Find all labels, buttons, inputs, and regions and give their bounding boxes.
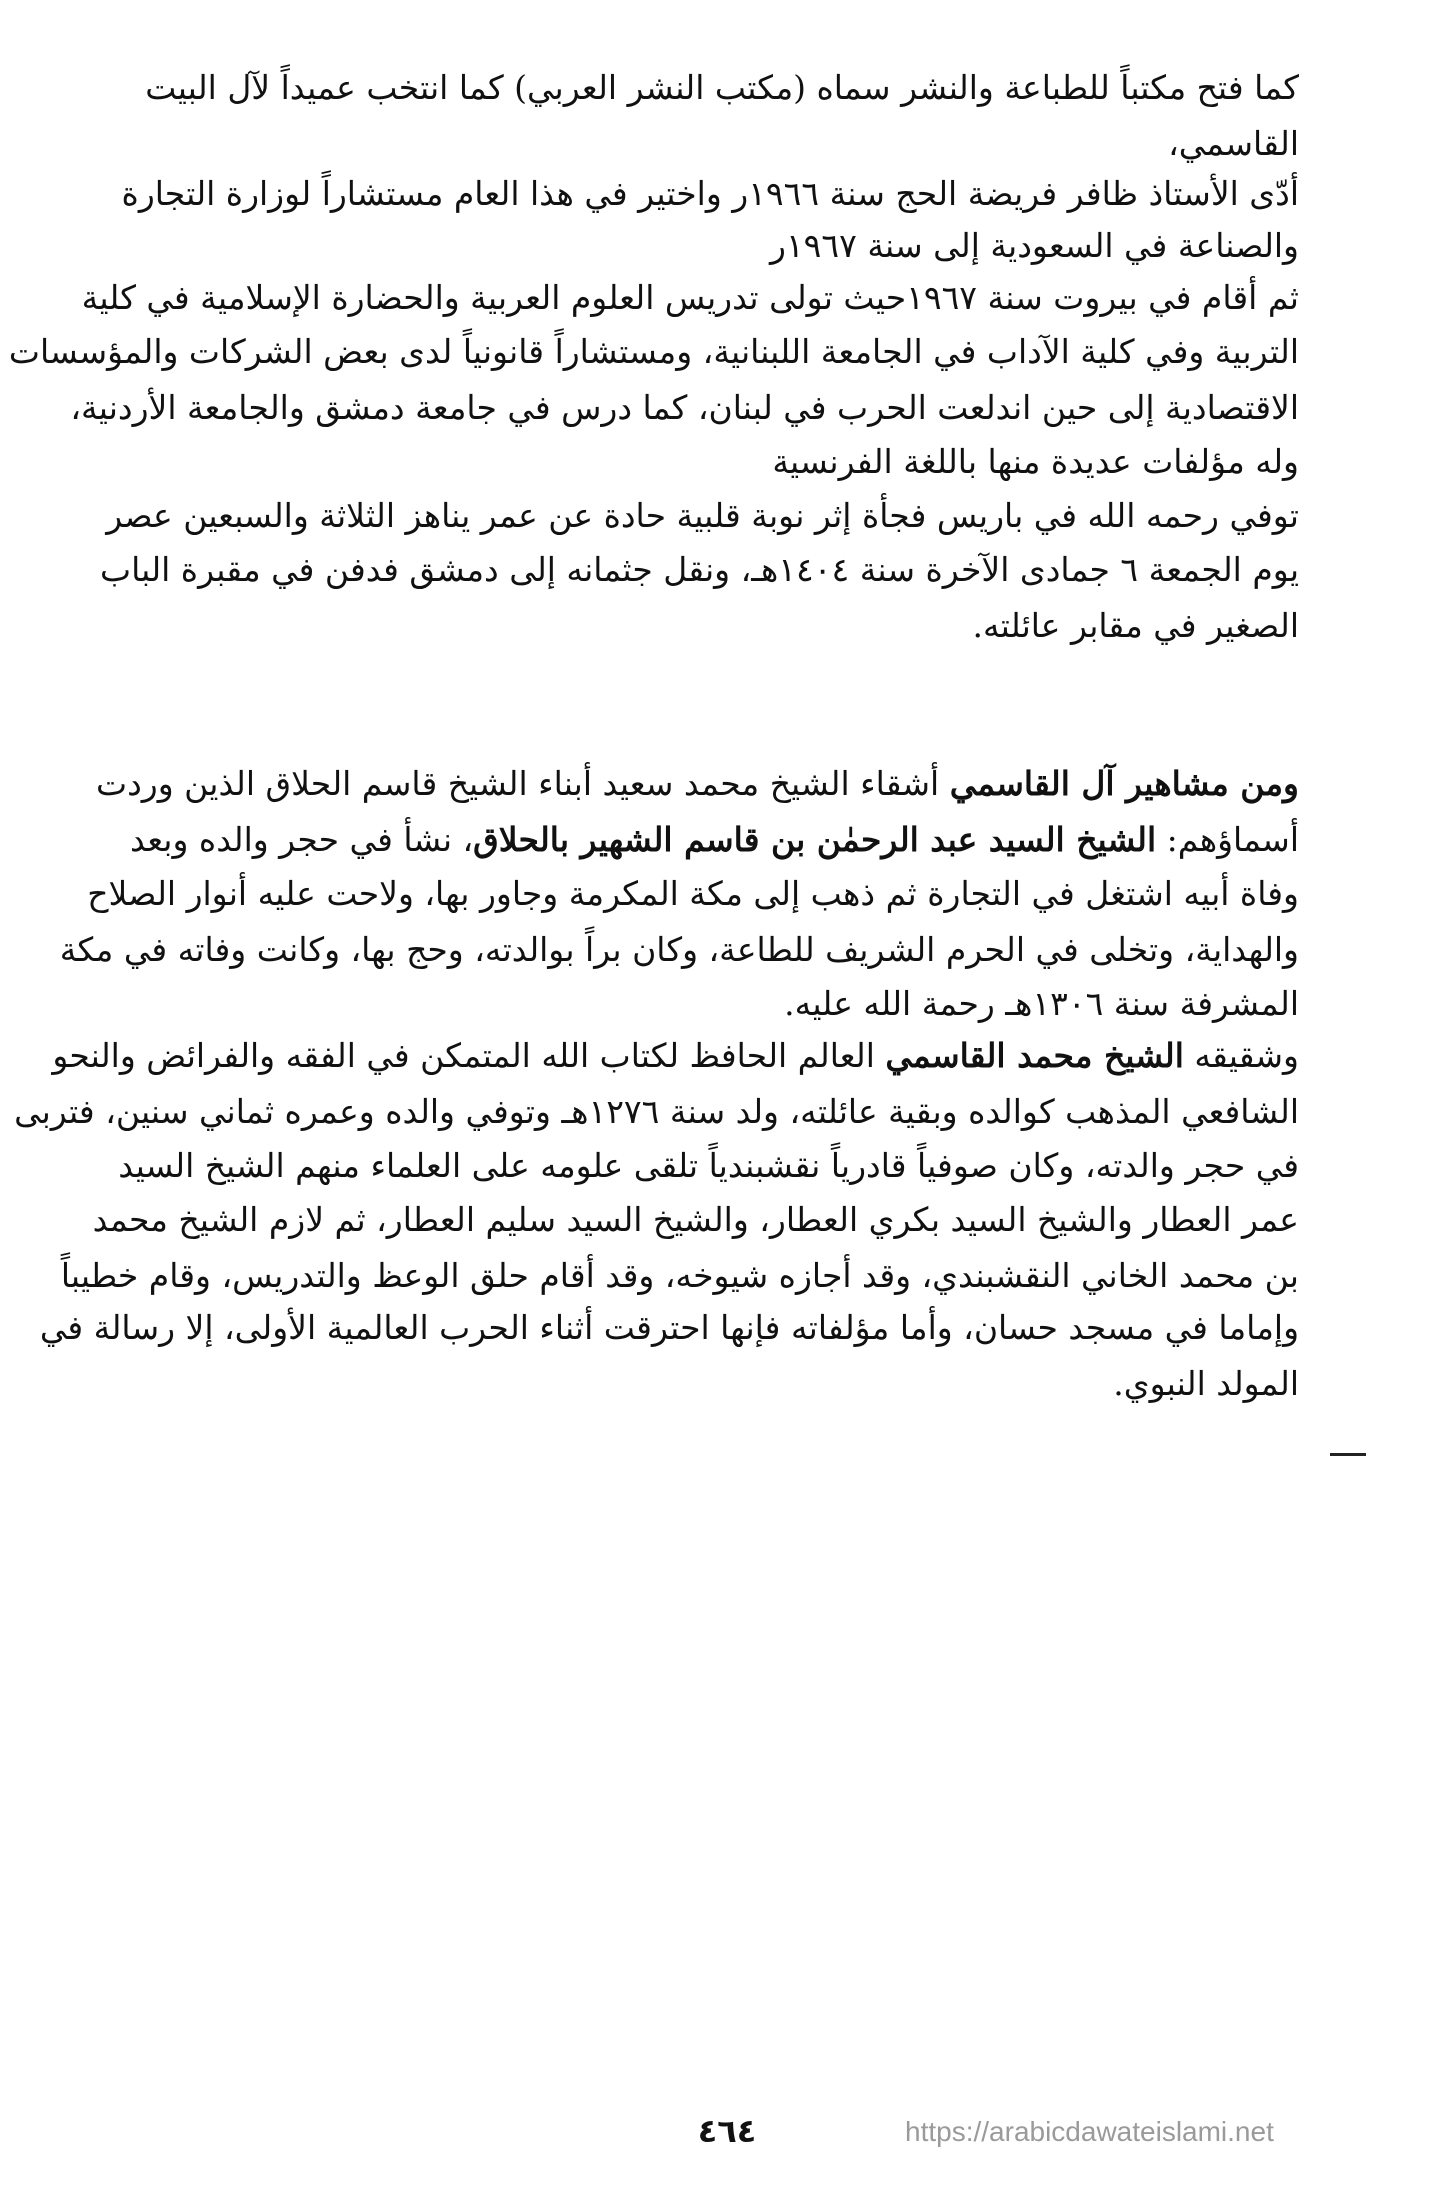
paragraph-2-line-1: أدّى الأستاذ ظافر فريضة الحج سنة ١٩٦٦ر واختير في هذا العام مستشاراً لوزارة التجارة <box>121 174 1299 213</box>
paragraph-5-line-5: المشرفة سنة ١٣٠٦هـ رحمة الله عليه. <box>784 984 1299 1023</box>
paragraph-1-line-1: كما فتح مكتباً للطباعة والنشر سماه (مكتب النشر العربي) كما انتخب عميداً لآل البيت <box>145 68 1299 107</box>
dash-mark <box>1330 1453 1366 1456</box>
paragraph-6-line-7: المولد النبوي. <box>1113 1364 1299 1403</box>
paragraph-5-line-1 <box>96 762 1299 810</box>
text-run: العالم الحافظ لكتاب الله المتمكن في الفقه والفرائض والنحو <box>52 1036 886 1075</box>
paragraph-3-line-3: الاقتصادية إلى حين اندلعت الحرب في لبنان، كما درس في جامعة دمشق والجامعة الأردنية، <box>70 388 1299 427</box>
paragraph-5-line-3: وفاة أبيه اشتغل في التجارة ثم ذهب إلى مكة المكرمة وجاور بها، ولاحت عليه أنوار الصلاح <box>87 874 1299 913</box>
paragraph-4-line-3: الصغير في مقابر عائلته. <box>972 606 1299 645</box>
paragraph-5-line-4: والهداية، وتخلى في الحرم الشريف للطاعة، وكان براً بوالدته، وحج بها، وكانت وفاته في مكة <box>59 930 1299 969</box>
text-run: ، نشأ في حجر والده وبعد <box>130 820 474 859</box>
paragraph-4-line-1: توفي رحمه الله في باريس فجأة إثر نوبة قلبية حادة عن عمر يناهز الثلاثة والسبعين عصر <box>106 496 1299 535</box>
page-number: ٤٦٤ <box>697 2112 757 2150</box>
paragraph-4-line-2: يوم الجمعة ٦ جمادى الآخرة سنة ١٤٠٤هـ، ونقل جثمانه إلى دمشق فدفن في مقبرة الباب <box>100 550 1299 589</box>
text-run: وشقيقه <box>1183 1036 1299 1075</box>
bold-heading: ومن مشاهير آل القاسمي <box>949 764 1299 803</box>
paragraph-3-line-4: وله مؤلفات عديدة منها باللغة الفرنسية <box>772 442 1299 481</box>
paragraph-6-line-2: الشافعي المذهب كوالده وبقية عائلته، ولد سنة ١٢٧٦هـ وتوفي والده وعمره ثماني سنين، فتربى <box>14 1092 1299 1131</box>
paragraph-6-line-1 <box>52 1034 1299 1082</box>
paragraph-6-line-3: في حجر والدته، وكان صوفياً قادرياً نقشبندياً تلقى علومه على العلماء منهم الشيخ السيد <box>118 1146 1299 1185</box>
text-run: أشقاء الشيخ محمد سعيد أبناء الشيخ قاسم الحلاق الذين وردت <box>96 764 950 803</box>
bold-name: الشيخ السيد عبد الرحمٰن بن قاسم الشهير بالحلاق <box>473 820 1157 859</box>
paragraph-6-line-6: وإماما في مسجد حسان، وأما مؤلفاته فإنها احترقت أثناء الحرب العالمية الأولى، إلا رسالة في <box>39 1308 1299 1347</box>
text-run: أسماؤهم: <box>1156 820 1299 859</box>
paragraph-2-line-2: والصناعة في السعودية إلى سنة ١٩٦٧ر <box>770 226 1299 265</box>
paragraph-1-line-2: القاسمي، <box>1168 124 1299 163</box>
paragraph-5-line-2 <box>130 818 1299 866</box>
paragraph-3-line-2: التربية وفي كلية الآداب في الجامعة اللبنانية، ومستشاراً قانونياً لدى بعض الشركات والمؤسسات <box>8 332 1299 371</box>
watermark-url: https://arabicdawateislami.net <box>905 2116 1274 2147</box>
paragraph-6-line-4: عمر العطار والشيخ السيد بكري العطار، والشيخ السيد سليم العطار، ثم لازم الشيخ محمد <box>92 1200 1299 1239</box>
bold-name: الشيخ محمد القاسمي <box>885 1036 1184 1075</box>
paragraph-3-line-1: ثم أقام في بيروت سنة ١٩٦٧حيث تولى تدريس العلوم العربية والحضارة الإسلامية في كلية <box>81 278 1299 317</box>
paragraph-6-line-5: بن محمد الخاني النقشبندي، وقد أجازه شيوخه، وقد أقام حلق الوعظ والتدريس، وقام خطيباً <box>60 1256 1299 1295</box>
